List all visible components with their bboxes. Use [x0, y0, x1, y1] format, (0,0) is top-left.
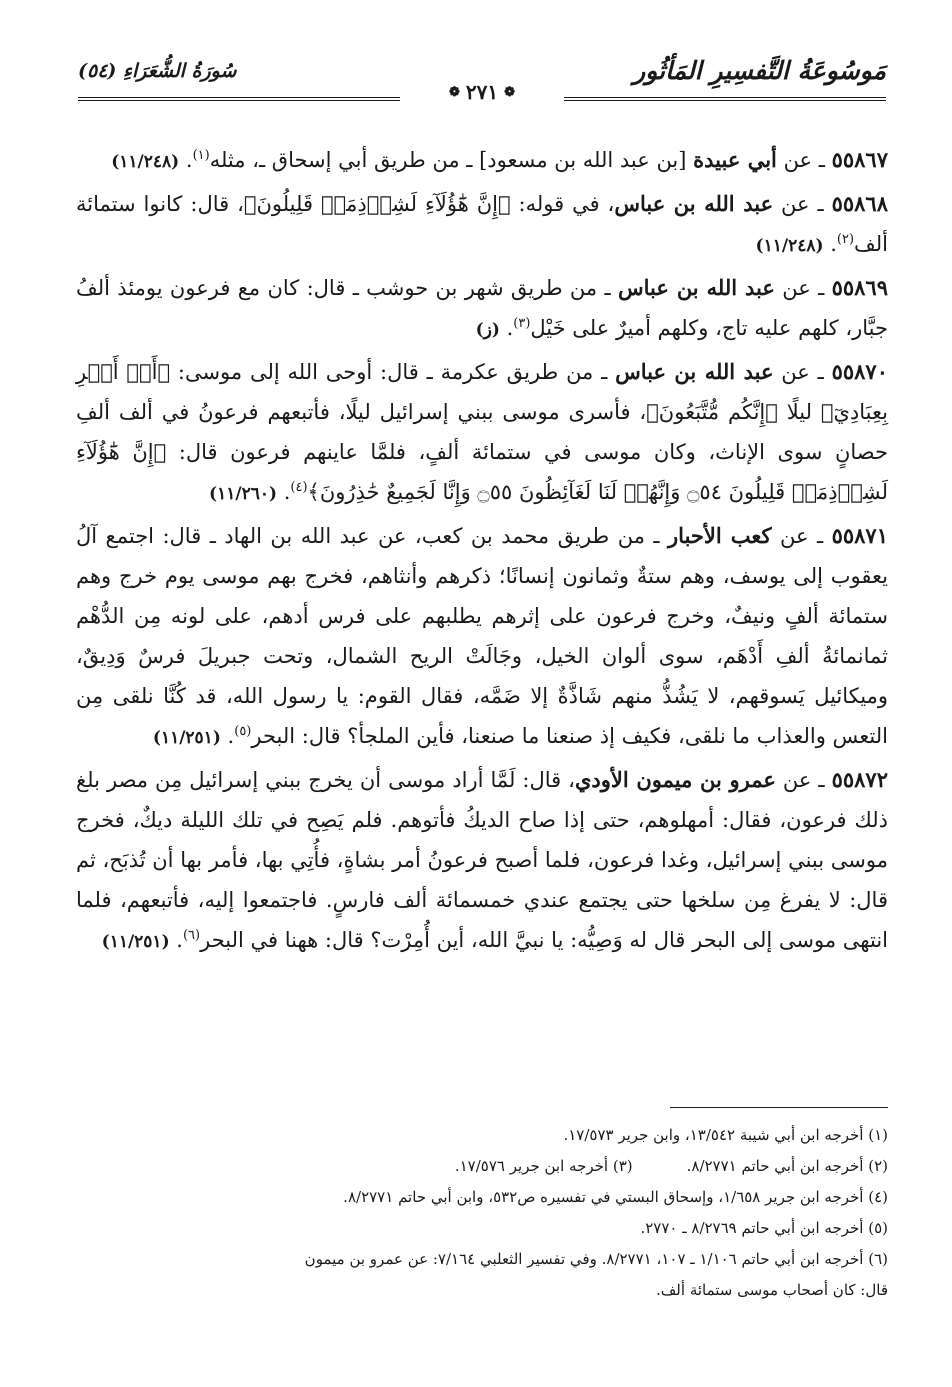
footnotes [76, 1120, 888, 1306]
narrator-name: كعب الأحبار [668, 523, 772, 548]
header-rule-left [78, 97, 400, 101]
ornament-icon: ❁ [448, 84, 460, 100]
running-header [78, 56, 886, 112]
narration-text: ـ من طريق شهر بن حوشب ـ قال: كان مع فرعون يومئذ ألفُ جبَّار، كلهم عليه تاج، وكلهم أميرٌ على خَيْل [76, 276, 888, 340]
narration-text: . [823, 232, 837, 256]
narration-number: ٥٥٨٦٨ [831, 191, 888, 216]
narration-text: ـ عن [775, 768, 832, 792]
book-title: مَوسُوعَةُ التَّفسِيرِ المَأثُور [633, 56, 886, 85]
narration-text: ، في قوله: ﴿إِنَّ هَٰٓؤُلَآءِ لَشِرۡذِمَةٞ قَلِيلُونَ﴾، قال: كانوا ستمائة ألف [76, 192, 888, 256]
narration-number: ٥٥٨٦٩ [831, 275, 888, 300]
narrator-name: عبد الله بن عباس [615, 359, 774, 384]
volume-reference: (١١/٢٥١) [101, 932, 170, 952]
narration-text: . [179, 148, 193, 172]
narration-entry [76, 184, 888, 266]
page-number-block [449, 80, 515, 104]
narrator-name: عمرو بن ميمون الأودي [574, 767, 776, 792]
footnote-marker: (٤) [290, 480, 308, 495]
footnote: (١) أخرجه ابن أبي شيبة ١٣/٥٤٢، وابن جرير ١٧/٥٧٣. [563, 1126, 888, 1144]
header-rule-right [564, 97, 886, 101]
footnote-continuation: قال: كان أصحاب موسى ستمائة ألف. [656, 1281, 888, 1299]
narration-entry [76, 268, 888, 350]
narration-entry [76, 760, 888, 962]
main-text [76, 140, 888, 964]
surah-title: سُورَةُ الشُّعَرَاءِ (٥٤) [78, 60, 237, 82]
narration-entry [76, 516, 888, 758]
footnote-separator [670, 1107, 888, 1108]
page-number: ٢٧١ [465, 80, 499, 104]
narration-number: ٥٥٨٧١ [831, 523, 888, 548]
footnote-marker: (٥) [234, 724, 252, 739]
narration-text: . [220, 724, 235, 748]
volume-reference: (ز) [475, 320, 500, 340]
footnote-row [76, 1151, 888, 1182]
footnote: (٦) أخرجه ابن أبي حاتم ١/١٠٦ ـ ١٠٧، ٨/٢٧٧١. وفي تفسير الثعلبي ٧/١٦٤: عن عمرو بن ميمون [304, 1250, 888, 1268]
narration-number: ٥٥٨٧٢ [831, 767, 888, 792]
narration-entry [76, 140, 888, 182]
narration-text: ـ من طريق عكرمة ـ قال: أوحى الله إلى موسى: ﴿أَنۡ أَسۡرِ بِعِبَادِيٓ﴾ ليلًا ﴿إِنَّكُم مُّتَّبَعُونَ﴾، فأسرى موسى ببني إسرائيل ليلًا، فأتبعهم فرعونُ في ألف ألفِ حصانٍ سوى الإناث، وكان موسى في ستمائة ألفٍ، فلمَّا عاينهم فرعون قال: ﴿إِنَّ هَٰٓؤُلَآءِ لَشِرۡذِمَةٞ قَلِيلُونَ ۝٥٤ وَإِنَّهُمۡ لَنَا لَغَآئِظُونَ ۝٥٥ وَإِنَّا لَجَمِيعٌ حَٰذِرُونَ﴾ [76, 360, 888, 504]
footnote: (٥) أخرجه ابن أبي حاتم ٨/٢٧٦٩ ـ ٢٧٧٠. [640, 1219, 888, 1237]
footnote-marker: (١) [192, 148, 210, 163]
narration-text: ـ عن [771, 524, 832, 548]
narrator-name: عبد الله بن عباس [614, 191, 774, 216]
narration-text: ـ عن [773, 192, 832, 216]
volume-reference: (١١/٢٥١) [152, 728, 221, 748]
volume-reference: (١١/٢٤٨) [111, 152, 180, 172]
narration-text: [بن عبد الله بن مسعود] ـ من طريق أبي إسحاق ـ، مثله [209, 148, 694, 172]
ornament-icon: ❁ [504, 84, 516, 100]
narration-text: . [499, 316, 514, 340]
narrator-name: عبد الله بن عباس [617, 275, 775, 300]
narrator-name: أبي عبيدة [693, 147, 777, 172]
narration-text: ، قال: لَمَّا أراد موسى أن يخرج ببني إسرائيل مِن مصر بلغ ذلك فرعون، فقال: أمهلوهم، حتى إذا صاح الديكُ فأتوهم. فلم يَصِح في تلك الليلة ديكٌ، فخرج موسى ببني إسرائيل، وغدا فرعون، فلما أصبح فرعونُ أمر بشاةٍ، فأُتِي بها، فأمر بها أن تُذبَح، ثم قال: لا يفرغ مِن سلخها حتى يجتمع عندي خمسمائة ألف فارسٍ. فاجتمعوا إليه، فأتبعهم، فلما انتهى موسى إلى البحر قال له وَصِيُّه: يا نبيَّ الله، أين أُمِرْت؟ قال: ههنا في البحر [76, 768, 888, 952]
narration-text: ـ عن [773, 360, 832, 384]
footnote-marker: (٣) [513, 316, 531, 331]
footnote-marker: (٢) [836, 232, 855, 247]
footnote: (٣) أخرجه ابن جرير ١٧/٥٧٦. [454, 1157, 633, 1175]
narration-number: ٥٥٨٦٧ [831, 147, 888, 172]
narration-text: . [169, 928, 183, 952]
narration-text: ـ عن [774, 276, 832, 300]
volume-reference: (١١/٢٤٨) [755, 236, 824, 256]
footnote: (٤) أخرجه ابن جرير ١/٦٥٨، وإسحاق البستي في تفسيره ص٥٣٢، وابن أبي حاتم ٨/٢٧٧١. [343, 1188, 888, 1206]
narration-text: . [277, 480, 291, 504]
footnote-marker: (٦) [182, 928, 201, 943]
narration-entry [76, 352, 888, 514]
narration-text: ـ عن [776, 148, 832, 172]
narration-number: ٥٥٨٧٠ [831, 359, 888, 384]
narration-text: ـ من طريق محمد بن كعب، عن عبد الله بن الهاد ـ قال: اجتمع آلُ يعقوب إلى يوسف، وهم ستةٌ وثمانون إنسانًا؛ ذكرهم وأنثاهم، فخرج بهم موسى يوم خرج وهم ستمائة ألفٍ ونيفٌ، وخرج فرعون على إثرهم يطلبهم على فرس أدهم، على لونه مِن الدُّهْم ثمانمائةُ ألفِ أَدْهَم، سوى ألوان الخيل، وجَالَتْ الريح الشمال، وتحت جبريلَ فرسٌ وَدِيقٌ، وميكائيل يَسوقهم، لا يَشُذُّ منهم شَاذَّةٌ إلا ضَمَّه، فقال القوم: يا رسول الله، قد كُنَّا نلقى مِن التعس والعذاب ما نلقى، فكيف إذ صنعنا ما صنعنا، فأين الملجأ؟ قال: البحر [76, 524, 888, 748]
volume-reference: (١١/٢٦٠) [209, 484, 278, 504]
footnote: (٢) أخرجه ابن أبي حاتم ٨/٢٧٧١. [686, 1157, 888, 1175]
